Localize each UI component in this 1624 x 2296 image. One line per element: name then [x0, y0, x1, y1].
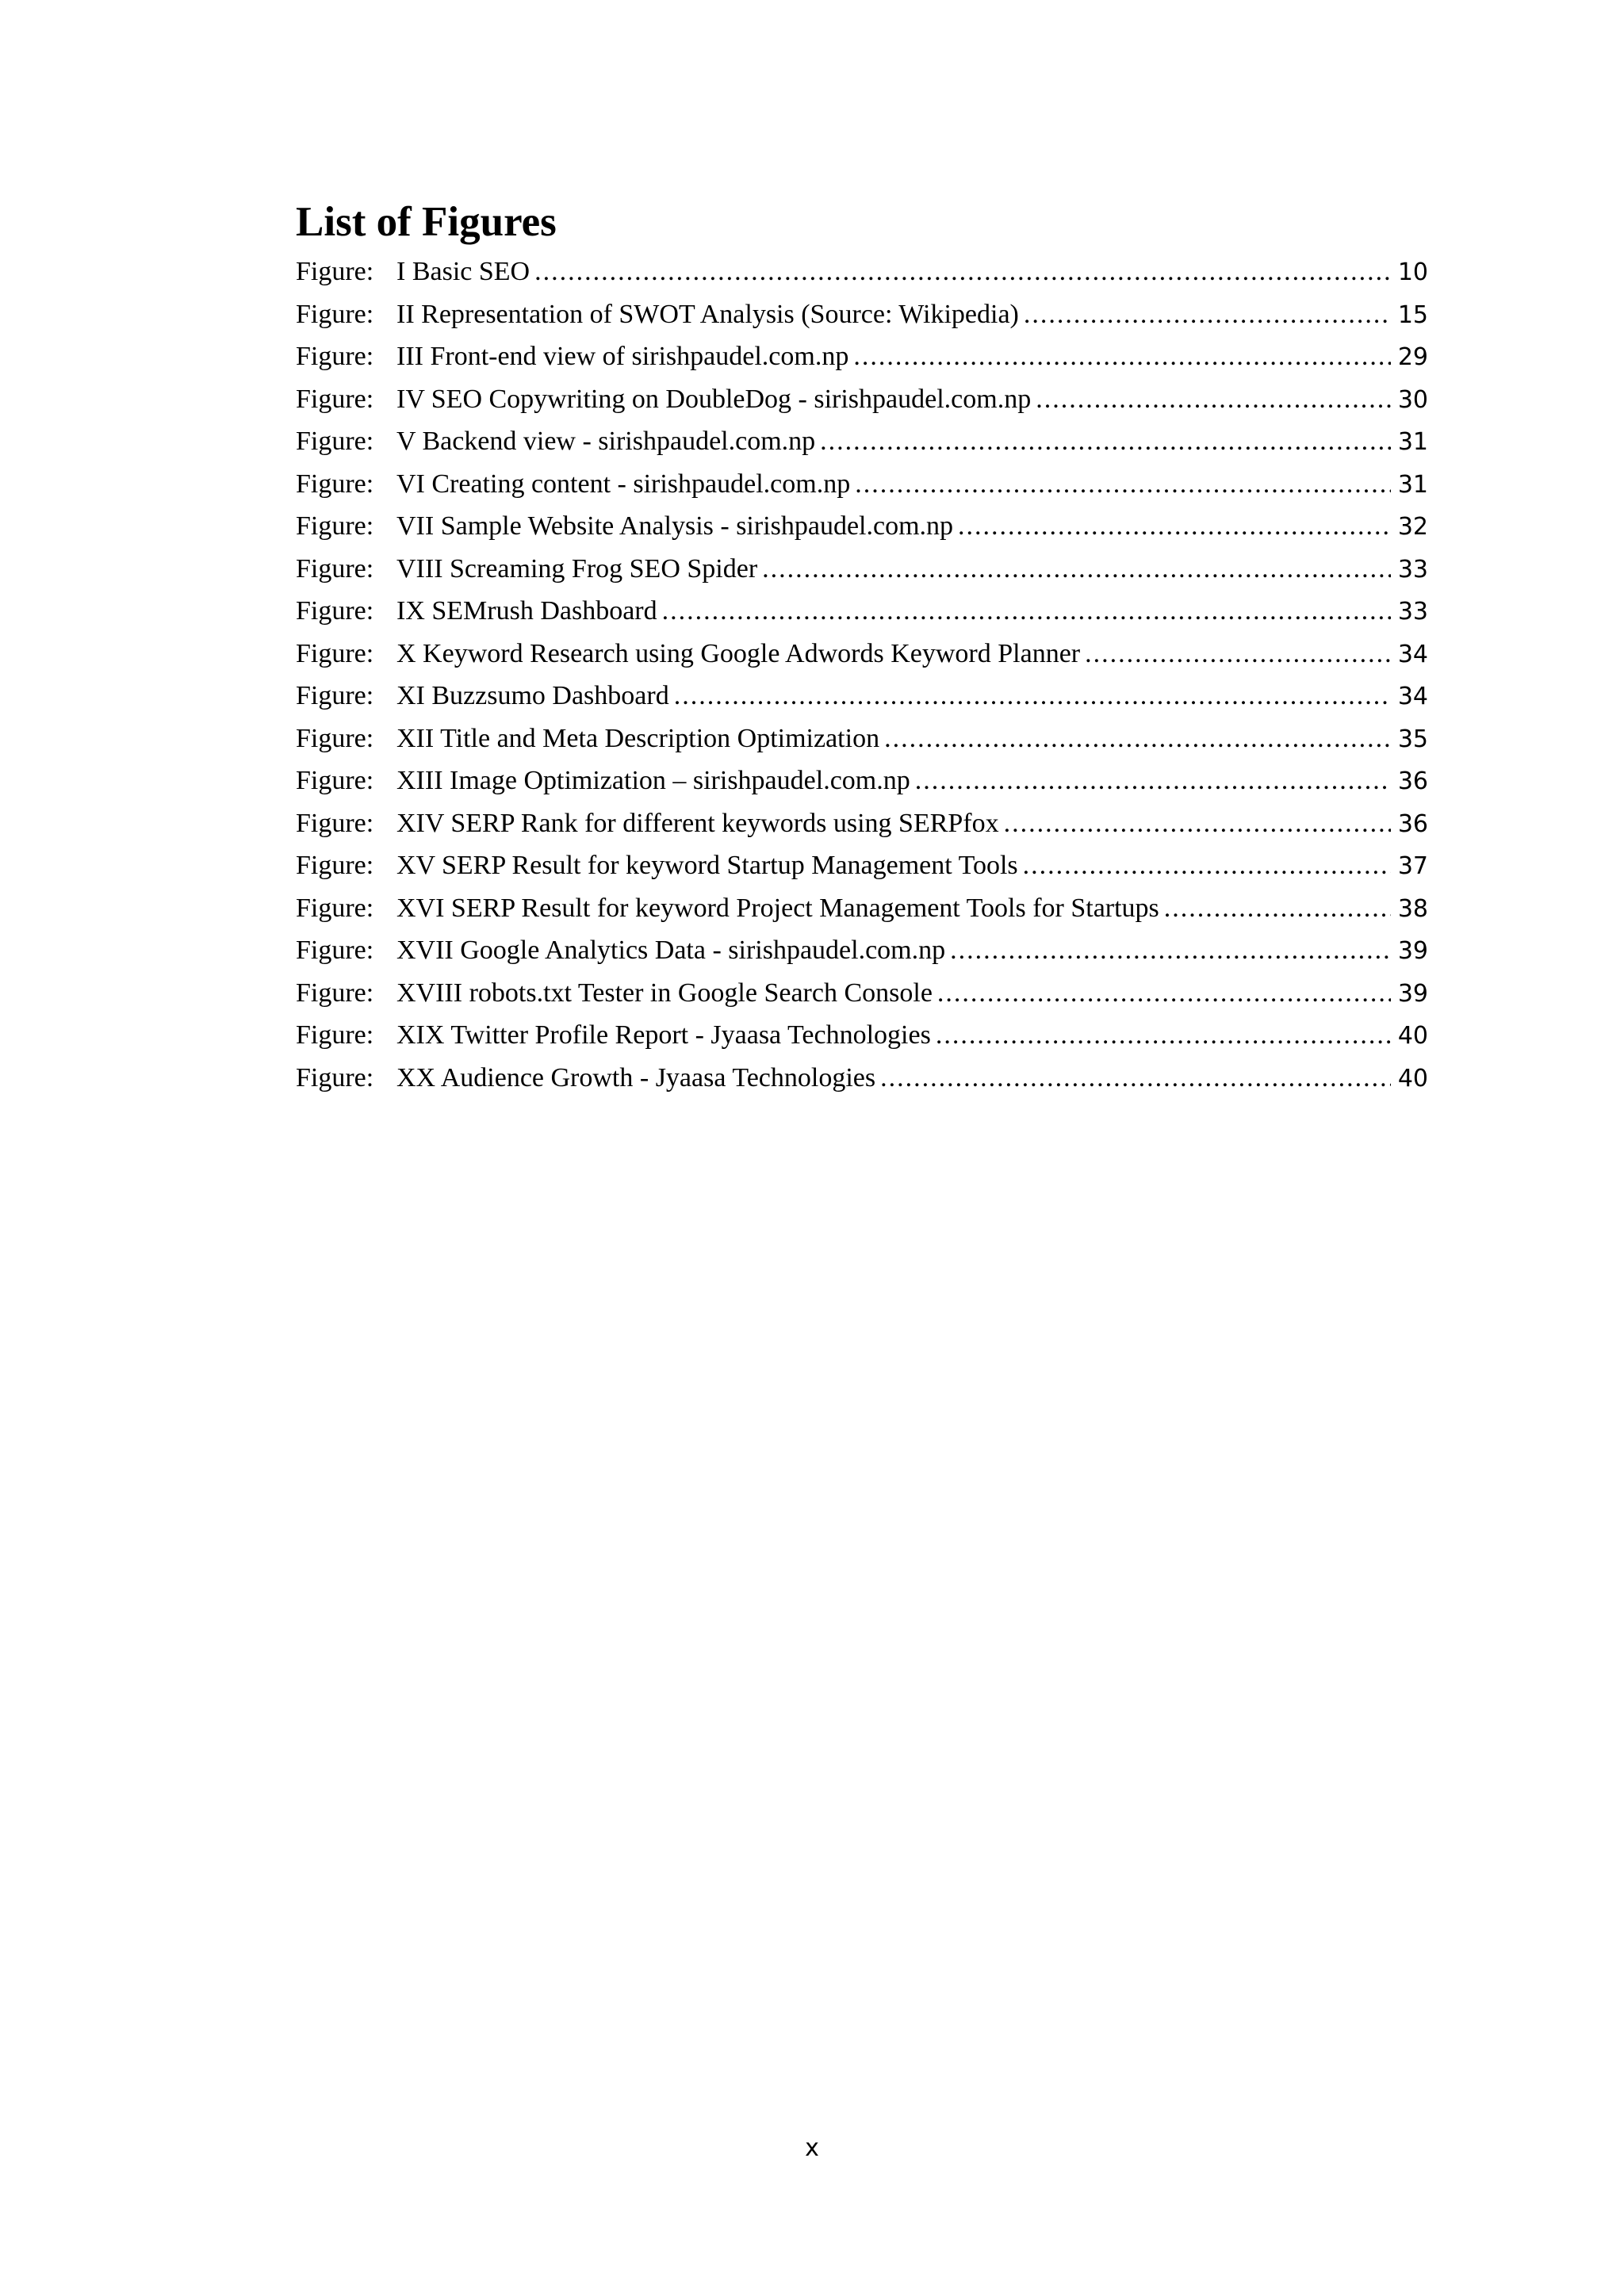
- dot-leader: [1004, 802, 1391, 845]
- dot-leader: [880, 1057, 1391, 1100]
- figure-entry-caption[interactable]: XVI SERP Result for keyword Project Management Tools for Startups: [396, 893, 1159, 923]
- dot-leader: [1085, 633, 1391, 675]
- figure-entry-caption[interactable]: XI Buzzsumo Dashboard: [396, 681, 669, 710]
- figure-entry-caption[interactable]: II Representation of SWOT Analysis (Source: Wikipedia): [396, 299, 1019, 329]
- dot-leader: [958, 505, 1391, 548]
- figure-entry-page-number[interactable]: 40: [1397, 1022, 1428, 1050]
- figure-entry[interactable]: [296, 844, 1428, 887]
- figure-entry-prefix: Figure:: [296, 1062, 374, 1093]
- dot-leader: [1024, 293, 1391, 336]
- figure-entry-caption[interactable]: XIII Image Optimization – sirishpaudel.com.np: [396, 766, 910, 795]
- figure-entry-page-number[interactable]: 33: [1397, 598, 1428, 626]
- figure-entry-prefix: Figure:: [296, 681, 374, 710]
- figure-entry[interactable]: [296, 718, 1428, 760]
- figure-entry-page-number[interactable]: 40: [1397, 1064, 1428, 1093]
- page-title: List of Figures: [296, 199, 557, 245]
- figure-entry[interactable]: [296, 760, 1428, 802]
- figure-entry-page-number[interactable]: 34: [1397, 640, 1428, 668]
- figure-entry-caption[interactable]: XV SERP Result for keyword Startup Management Tools: [396, 851, 1018, 880]
- figure-entry-prefix: Figure:: [296, 851, 374, 880]
- figure-entry-caption[interactable]: XIV SERP Rank for different keywords using SERPfox: [396, 808, 999, 838]
- figure-entry-prefix: Figure:: [296, 723, 374, 753]
- figure-entry-caption[interactable]: V Backend view - sirishpaudel.com.np: [396, 427, 816, 456]
- figure-entry[interactable]: [296, 505, 1428, 548]
- figure-entry-prefix: Figure:: [296, 342, 374, 371]
- figure-entry-prefix: Figure:: [296, 1020, 374, 1050]
- figure-entry[interactable]: [296, 590, 1428, 633]
- figure-entry-prefix: Figure:: [296, 384, 374, 414]
- figure-entry-prefix: Figure:: [296, 936, 374, 965]
- dot-leader: [937, 972, 1391, 1015]
- figure-entry-page-number[interactable]: 36: [1397, 809, 1428, 838]
- figure-entry[interactable]: [296, 251, 1428, 293]
- figure-entry[interactable]: [296, 802, 1428, 845]
- figure-entry[interactable]: [296, 1014, 1428, 1057]
- figure-list: [296, 251, 1428, 1099]
- figure-entry-page-number[interactable]: 38: [1397, 894, 1428, 923]
- dot-leader: [762, 548, 1391, 591]
- figure-entry-prefix: Figure:: [296, 299, 374, 329]
- figure-entry[interactable]: [296, 1057, 1428, 1100]
- figure-entry-caption[interactable]: X Keyword Research using Google Adwords Keyword Planner: [396, 638, 1081, 668]
- figure-entry-prefix: Figure:: [296, 893, 374, 923]
- figure-entry[interactable]: [296, 548, 1428, 591]
- dot-leader: [936, 1014, 1391, 1057]
- figure-entry-prefix: Figure:: [296, 808, 374, 838]
- figure-entry-page-number[interactable]: 32: [1397, 513, 1428, 541]
- figure-entry-caption[interactable]: IX SEMrush Dashboard: [396, 596, 657, 626]
- figure-entry-page-number[interactable]: 31: [1397, 470, 1428, 499]
- dot-leader: [662, 590, 1391, 633]
- figure-entry-caption[interactable]: I Basic SEO: [396, 257, 530, 286]
- figure-entry-prefix: Figure:: [296, 638, 374, 668]
- figure-entry-prefix: Figure:: [296, 766, 374, 795]
- figure-entry-prefix: Figure:: [296, 978, 374, 1008]
- figure-entry-page-number[interactable]: 30: [1397, 385, 1428, 414]
- figure-entry-page-number[interactable]: 36: [1397, 767, 1428, 795]
- figure-entry[interactable]: [296, 335, 1428, 378]
- dot-leader: [1023, 844, 1391, 887]
- figure-entry-caption[interactable]: IV SEO Copywriting on DoubleDog - sirishpaudel.com.np: [396, 384, 1032, 414]
- figure-entry-caption[interactable]: XVIII robots.txt Tester in Google Search Console: [396, 978, 933, 1008]
- figure-entry-caption[interactable]: VIII Screaming Frog SEO Spider: [396, 553, 758, 584]
- list-of-figures: [296, 194, 1428, 1099]
- figure-entry-caption[interactable]: VII Sample Website Analysis - sirishpaudel.com.np: [396, 511, 954, 541]
- dot-leader: [674, 675, 1391, 718]
- figure-entry-prefix: Figure:: [296, 257, 374, 286]
- dot-leader: [534, 251, 1391, 293]
- figure-entry-page-number[interactable]: 33: [1397, 555, 1428, 584]
- figure-entry[interactable]: [296, 463, 1428, 506]
- figure-entry-page-number[interactable]: 31: [1397, 428, 1428, 456]
- figure-entry-prefix: Figure:: [296, 511, 374, 541]
- figure-entry-caption[interactable]: VI Creating content - sirishpaudel.com.np: [396, 469, 851, 499]
- figure-entry[interactable]: [296, 420, 1428, 463]
- page-number: x: [805, 2134, 819, 2162]
- figure-entry[interactable]: [296, 378, 1428, 421]
- figure-entry-prefix: Figure:: [296, 469, 374, 499]
- figure-entry-caption[interactable]: XIX Twitter Profile Report - Jyaasa Technologies: [396, 1020, 931, 1050]
- figure-entry-page-number[interactable]: 35: [1397, 725, 1428, 753]
- figure-entry-caption[interactable]: III Front-end view of sirishpaudel.com.np: [396, 342, 849, 371]
- figure-entry-page-number[interactable]: 34: [1397, 683, 1428, 710]
- figure-entry-prefix: Figure:: [296, 596, 374, 626]
- figure-entry-prefix: Figure:: [296, 427, 374, 456]
- figure-entry[interactable]: [296, 972, 1428, 1015]
- figure-entry-prefix: Figure:: [296, 553, 374, 584]
- dot-leader: [855, 463, 1391, 506]
- dot-leader: [853, 335, 1391, 378]
- dot-leader: [1036, 378, 1391, 421]
- figure-entry-caption[interactable]: XII Title and Meta Description Optimization: [396, 723, 880, 753]
- dot-leader: [820, 420, 1391, 463]
- figure-entry-page-number[interactable]: 29: [1397, 343, 1428, 371]
- dot-leader: [1164, 887, 1391, 930]
- figure-entry[interactable]: [296, 887, 1428, 930]
- figure-entry-page-number[interactable]: 10: [1397, 258, 1428, 286]
- dot-leader: [950, 929, 1391, 972]
- figure-entry-page-number[interactable]: 39: [1397, 979, 1428, 1008]
- figure-entry[interactable]: [296, 675, 1428, 718]
- figure-entry[interactable]: [296, 293, 1428, 336]
- figure-entry-caption[interactable]: XX Audience Growth - Jyaasa Technologies: [396, 1062, 876, 1093]
- figure-entry[interactable]: [296, 929, 1428, 972]
- dot-leader: [915, 760, 1391, 802]
- dot-leader: [884, 718, 1391, 760]
- figure-entry-caption[interactable]: XVII Google Analytics Data - sirishpaudel.com.np: [396, 936, 946, 965]
- figure-entry-page-number[interactable]: 39: [1397, 937, 1428, 965]
- figure-entry[interactable]: [296, 633, 1428, 675]
- figure-entry-page-number[interactable]: 15: [1397, 300, 1428, 329]
- figure-entry-page-number[interactable]: 37: [1397, 852, 1428, 880]
